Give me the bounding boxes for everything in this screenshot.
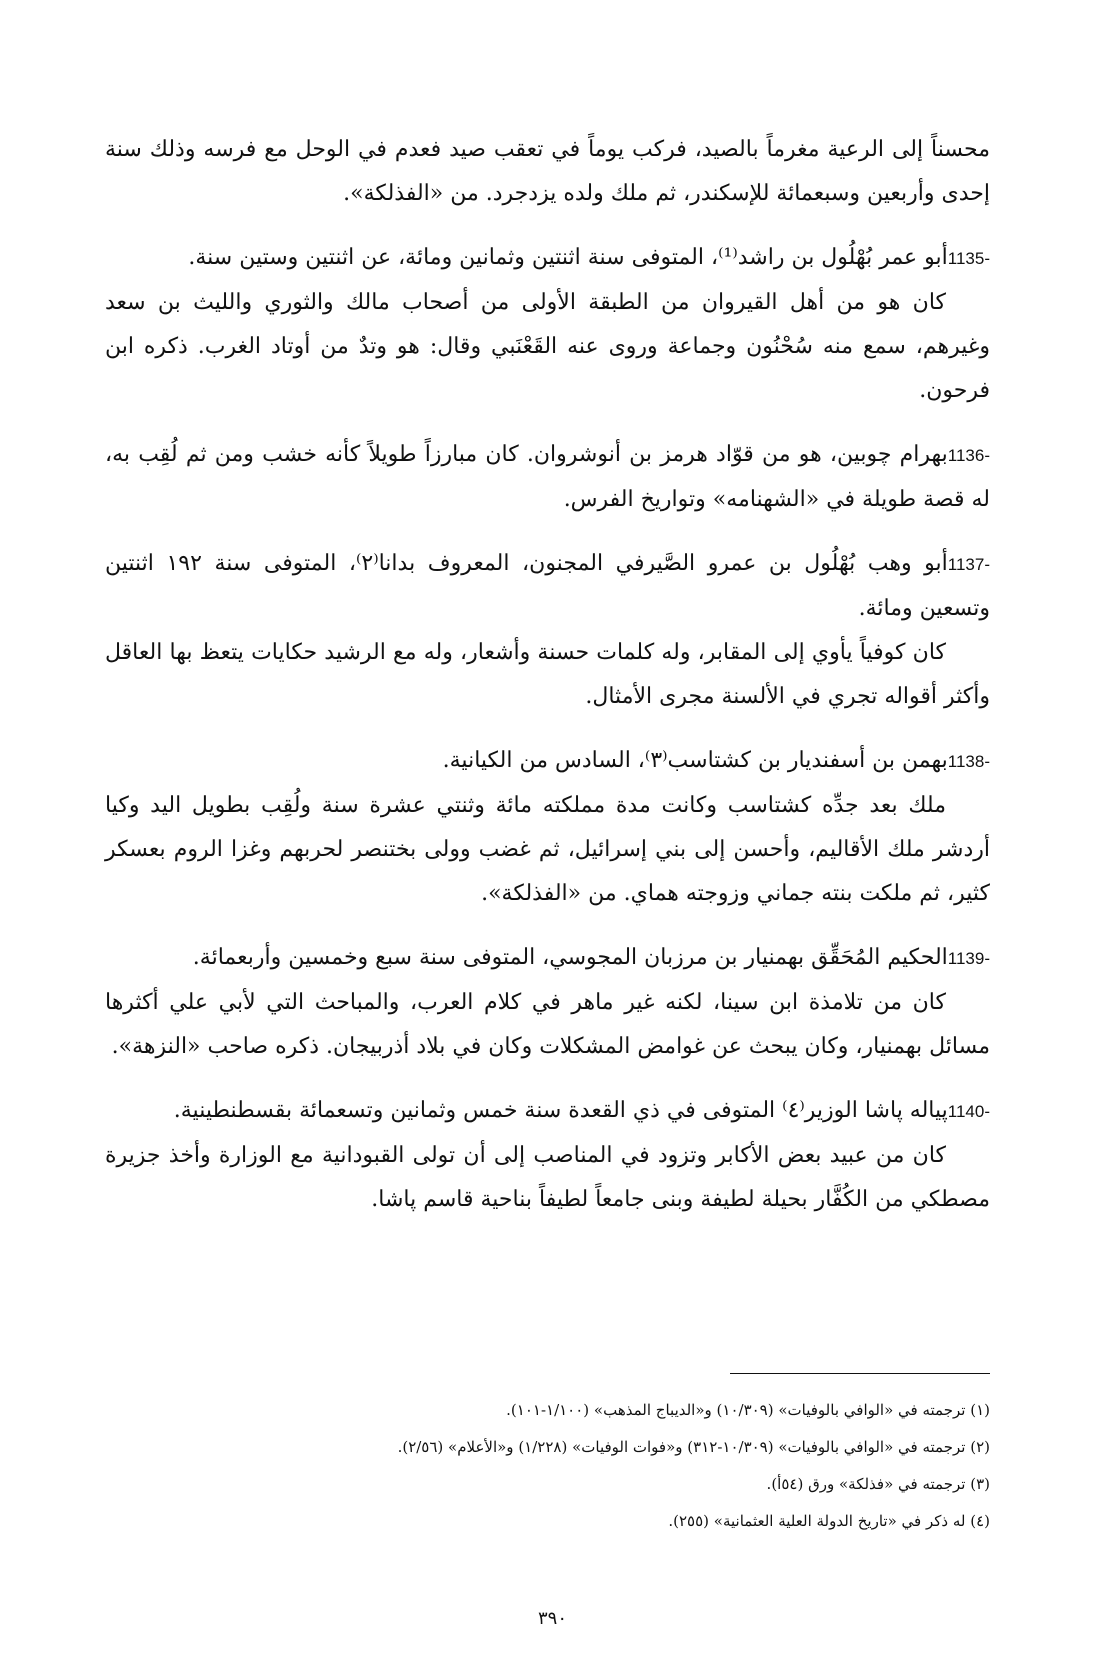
paragraph-text: محسناً إلى الرعية مغرماً بالصيد، فركب يوماً في تعقب صيد فعدم في الوحل مع فرسه وذلك سنة إحدى وأربعين وسبعمائة للإسكندر، ثم ملك ولده يزدجرد. من «الفذلكة».: [105, 137, 990, 206]
footnote-separator: [730, 1373, 990, 1374]
paragraph-text: كان من عبيد بعض الأكابر وتزود في المناصب إلى أن تولى القبودانية مع الوزارة وأخذ جزيرة مصطكي من الكُفَّار بحيلة لطيفة وبنى جامعاً لطيفاً بناحية قاسم پاشا.: [105, 1143, 990, 1212]
footnotes: [105, 1392, 990, 1540]
entry-number: 1137-: [947, 555, 990, 574]
footnote: (٢) ترجمته في «الوافي بالوفيات» (١٠/٣٠٩-٣١٢) و«فوات الوفيات» (١/٢٢٨) و«الأعلام» (٢/٥٦).: [397, 1438, 990, 1456]
entry-heading: [105, 936, 990, 981]
paragraph-text: بهمن بن أسفنديار بن كشتاسب⁽٣⁾، السادس من الكيانية.: [442, 748, 948, 773]
entry-number: 1136-: [947, 446, 990, 465]
entry-heading: [105, 542, 990, 631]
paragraph-text: أبو عمر بُهْلُول بن راشد⁽¹⁾، المتوفى سنة اثنتين وثمانين ومائة، عن اثنتين وستين سنة.: [188, 245, 948, 270]
entry-heading: [105, 433, 990, 522]
paragraph-text: پياله پاشا الوزير⁽٤⁾ المتوفى في ذي القعدة سنة خمس وثمانين وتسعمائة بقسطنطينية.: [173, 1098, 948, 1123]
paragraph: [105, 784, 990, 916]
footnote: (٣) ترجمته في «فذلكة» ورق (٥٤أ).: [766, 1475, 990, 1493]
entry-heading: [105, 1089, 990, 1134]
entry-number: 1139-: [947, 949, 990, 968]
paragraph-text: ملك بعد جدِّه كشتاسب وكانت مدة مملكته مائة وثنتي عشرة سنة ولُقِب بطويل اليد وكيا أردشر ملك الأقاليم، وأحسن إلى بني إسرائيل، ثم غضب وولى بختنصر لحربهم وغزا الروم بعسكر كثير، ثم ملكت بنته جماني وزوجته هماي. من «الفذلكة».: [105, 793, 990, 906]
paragraph-text: كان هو من أهل القيروان من الطبقة الأولى من أصحاب مالك والثوري والليث بن سعد وغيرهم، سمع منه سُحْنُون وجماعة وروى عنه القَعْنَبي وقال: هو وتدٌ من أوتاد الغرب. ذكره ابن فرحون.: [105, 290, 990, 403]
footnote: (١) ترجمته في «الوافي بالوفيات» (١٠/٣٠٩) و«الديباج المذهب» (١/١٠٠-١٠١).: [506, 1401, 990, 1419]
paragraph-text: الحكيم المُحَقِّق بهمنيار بن مرزبان المجوسي، المتوفى سنة سبع وخمسين وأربعمائة.: [192, 945, 948, 970]
entry-heading: [105, 739, 990, 784]
entry-number: 1135-: [947, 249, 990, 268]
entry-number: 1140-: [947, 1102, 990, 1121]
paragraph-text: كان كوفياً يأوي إلى المقابر، وله كلمات حسنة وأشعار، وله مع الرشيد حكايات يتعظ بها العاقل وأكثر أقواله تجري في الألسنة مجرى الأمثال.: [105, 640, 990, 709]
main-text: [105, 128, 990, 1222]
paragraph-text: كان من تلامذة ابن سينا، لكنه غير ماهر في كلام العرب، والمباحث التي لأبي علي أكثرها مسائل بهمنيار، وكان يبحث عن غوامض المشكلات وكان في بلاد أذربيجان. ذكره صاحب «النزهة».: [105, 990, 990, 1059]
footnote: (٤) له ذكر في «تاريخ الدولة العلية العثمانية» (٢٥٥).: [668, 1512, 990, 1530]
paragraph-text: بهرام چوبين، هو من قوّاد هرمز بن أنوشروان. كان مبارزاً طويلاً كأنه خشب ومن ثم لُقِب به، له قصة طويلة في «الشهنامه» وتواريخ الفرس.: [105, 442, 990, 512]
paragraph: [105, 1134, 990, 1222]
paragraph: [105, 128, 990, 216]
paragraph: [105, 631, 990, 719]
entry-number: 1138-: [947, 752, 990, 771]
paragraph: [105, 281, 990, 413]
paragraph-text: أبو وهب بُهْلُول بن عمرو الصَّيرفي المجنون، المعروف بدانا⁽٢⁾، المتوفى سنة ١٩٢ اثنتين وتسعين ومائة.: [105, 551, 990, 621]
paragraph: [105, 981, 990, 1069]
entry-heading: [105, 236, 990, 281]
page-number: ٣٩٠: [537, 1608, 567, 1629]
